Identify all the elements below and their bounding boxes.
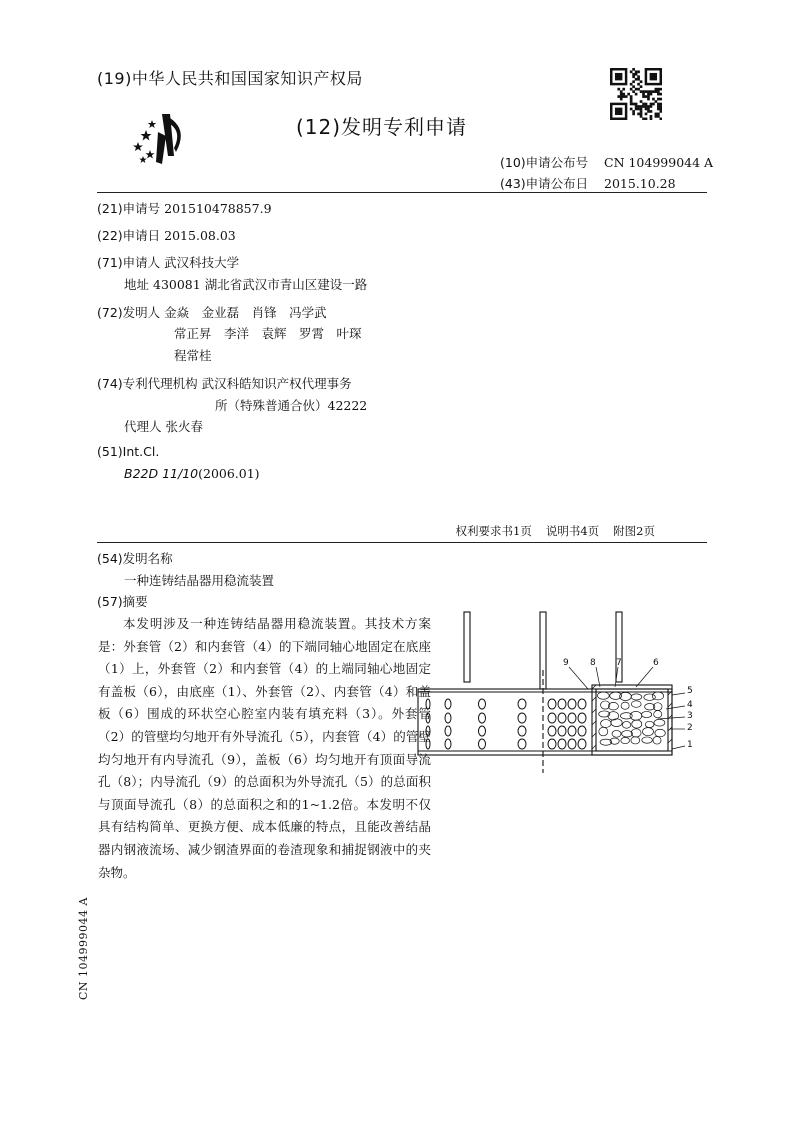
inventors-line-2: 常正昇 李洋 袁辉 罗霄 叶琛 [174,326,362,341]
agency-field [97,374,352,392]
section-divider [97,542,707,543]
publication-date: 2015.10.28 [604,176,676,191]
side-publication-number: CN 104999044 A [77,897,90,1000]
inventors-line-3: 程常桂 [174,348,212,363]
agent-label: 代理人 [124,419,162,434]
applicant-field [97,253,239,271]
qr-code-icon [610,68,662,120]
application-date: 2015.08.03 [164,228,236,243]
drawings-pages: 附图2页 [613,524,655,538]
intcl-field [97,444,159,459]
claims-pages: 权利要求书1页 [455,524,532,538]
agent: 张火春 [165,419,204,434]
callout-6: 6 [653,658,659,668]
cnipa-logo-icon [132,112,192,166]
device-cross-section-figure [410,605,710,785]
publication-number: CN 104999044 A [604,155,714,170]
address-field [124,275,367,293]
agent-field [124,417,203,435]
inventors-label: (72)发明人 [97,305,161,320]
callout-5: 5 [687,686,693,696]
agency-line-1: 武汉科皓知识产权代理事务 [201,376,352,391]
callout-8: 8 [590,658,596,668]
application-number: 201510478857.9 [164,201,272,216]
inventors-line-1: 金焱 金业磊 肖锋 冯学武 [164,305,327,320]
application-date-label: (22)申请日 [97,228,161,243]
publication-number-row [500,153,713,171]
title-label: (54)发明名称 [97,551,173,566]
callout-3: 3 [687,711,693,721]
agency-line-2: 所（特殊普通合伙）42222 [215,398,368,413]
publication-date-label: (43)申请公布日 [500,176,589,191]
support-rod-left [464,612,470,682]
callout-2: 2 [687,723,693,733]
page-count-info [442,523,655,539]
abstract-text: 本发明涉及一种连铸结晶器用稳流装置。其技术方案是：外套管（2）和内套管（4）的下端同轴心地固定在底座（1）上，外套管（2）和内套管（4）的上端同轴心地固定有盖板（6），由底座（1）、外套管（2）、内套管（4）和盖板（6）围成的环状空心腔室内装有填充料（3）。外套管（2）的管壁均匀地开有外导流孔（5），内套管（4）的管壁均匀地开有内导流孔（9），盖板（6）均匀地开有顶面导流孔（8）；内导流孔（9）的总面积为外导流孔（5）的总面积与顶面导流孔（8）的总面积之和的1~1.2倍。本发明不仅具有结构简单、更换方便、成本低廉的特点，且能改善结晶器内钢液流场、减少钢渣界面的卷渣现象和捕捉钢液中的夹杂物。 [98,616,431,880]
intcl-code: B22D 11/10 [124,466,199,481]
agency-label: (74)专利代理机构 [97,376,198,391]
support-rod-center [540,612,546,689]
inventors-field [97,303,327,321]
address-label: 地址 [124,277,150,292]
intcl-label: (51)Int.Cl. [97,444,160,459]
device-body [418,689,672,755]
application-date-field [97,226,236,244]
application-number-label: (21)申请号 [97,201,161,216]
intcl-classification [124,466,260,481]
callout-7: 7 [616,658,622,668]
application-number-field [97,199,272,217]
invention-title: 一种连铸结晶器用稳流装置 [124,573,275,588]
intcl-year: (2006.01) [198,466,260,481]
office-name: (19)中华人民共和国国家知识产权局 [97,69,363,88]
header-divider [97,192,707,193]
support-rod-right [616,612,622,682]
applicant: 武汉科技大学 [164,255,240,270]
document-type: (12)发明专利申请 [296,115,468,139]
callout-1: 1 [687,740,693,750]
address: 430081 湖北省武汉市青山区建设一路 [153,277,368,292]
abstract-label: (57)摘要 [97,594,148,609]
publication-number-label: (10)申请公布号 [500,155,589,170]
description-pages: 说明书4页 [545,524,600,538]
applicant-label: (71)申请人 [97,255,161,270]
callout-4: 4 [687,700,693,710]
callout-9: 9 [563,658,569,668]
publication-date-row [500,174,676,192]
